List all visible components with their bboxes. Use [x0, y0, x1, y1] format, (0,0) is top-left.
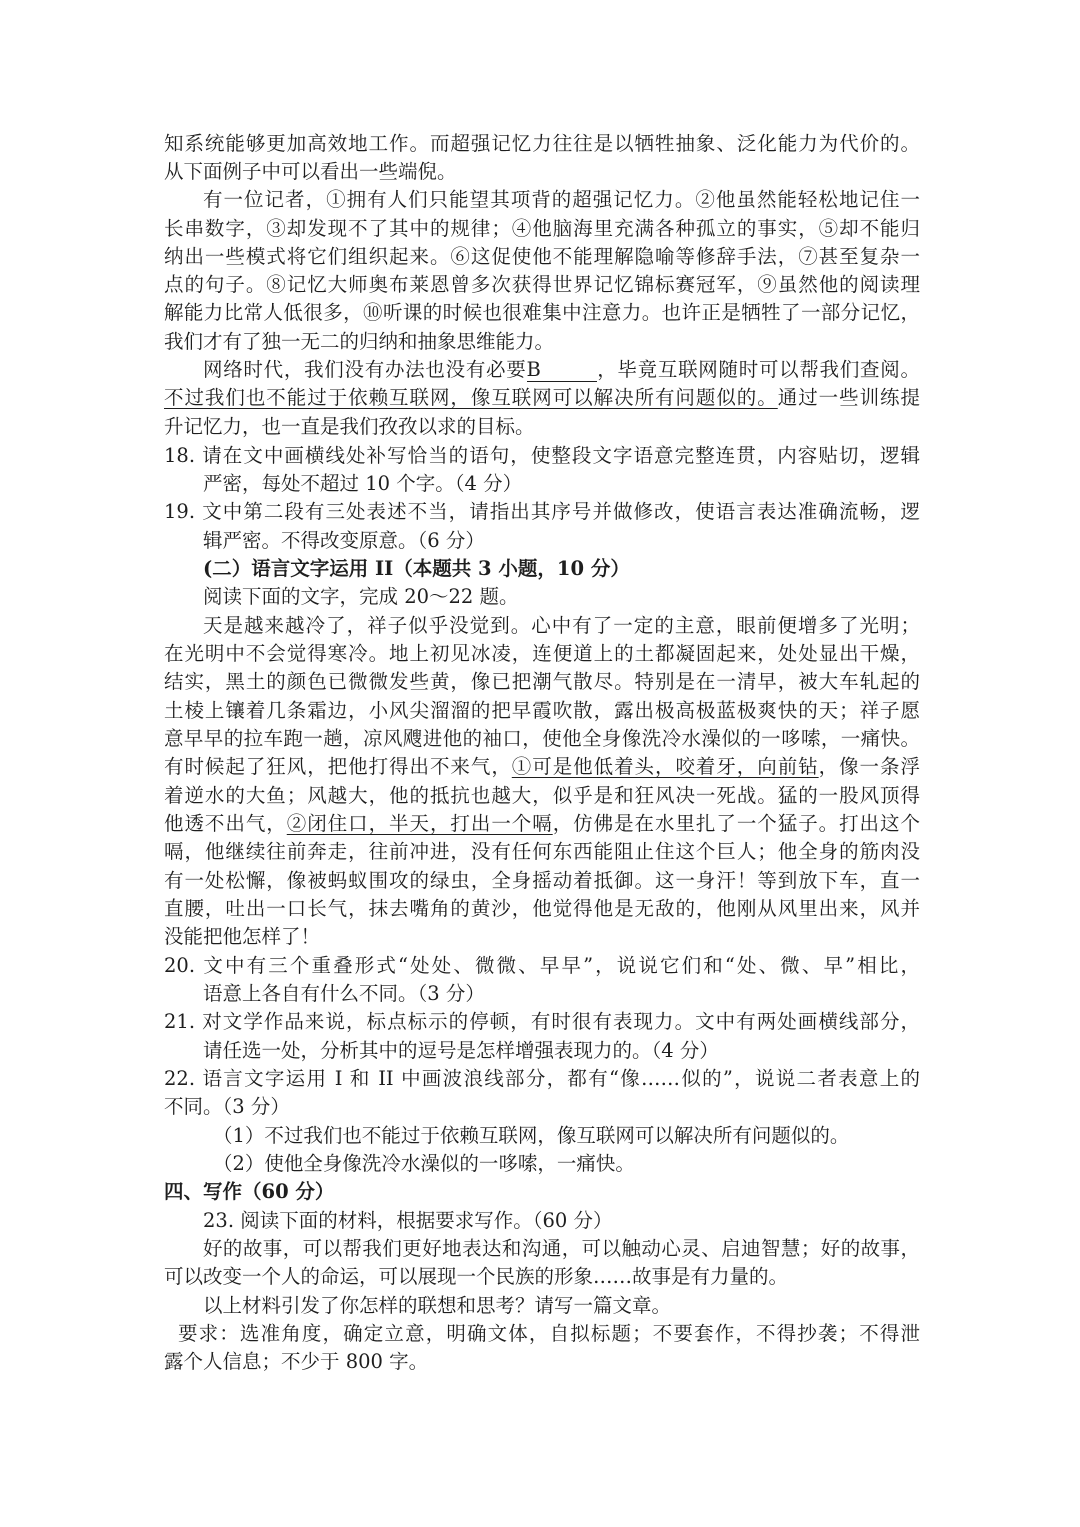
question-19-cont: 辑严密。不得改变原意。（6 分） — [203, 529, 485, 552]
question-18-cont: 严密，每处不超过 10 个字。（4 分） — [203, 472, 523, 495]
paragraph-text: 通过一些训练提 — [777, 386, 920, 409]
question-20: 20. 文中有三个重叠形式“处处、微微、早早”，说说它们和“处、微、早”相比， — [164, 954, 920, 977]
material-line: 可以改变一个人的命运，可以展现一个民族的形象……故事是有力量的。 — [164, 1265, 789, 1288]
paragraph-line: 我们才有了独一无二的归纳和抽象思维能力。 — [164, 330, 555, 353]
writing-question: 以上材料引发了你怎样的联想和思考？请写一篇文章。 — [203, 1294, 672, 1317]
passage-line — [164, 810, 920, 838]
passage-line: 结实，黑土的颜色已微微发些黄，像已把潮气散尽。特别是在一清早，被大车轧起的 — [164, 670, 920, 693]
paragraph-line: 长串数字，③却发现不了其中的规律；④他脑海里充满各种孤立的事实，⑤却不能归 — [164, 217, 920, 240]
paragraph-line — [203, 356, 920, 384]
paragraph-line: 从下面例子中可以看出一些端倪。 — [164, 160, 457, 183]
passage-text: 他透不出气， — [164, 812, 287, 835]
question-18: 18. 请在文中画横线处补写恰当的语句，使整段文字语意完整连贯，内容贴切，逻辑 — [164, 444, 920, 467]
underlined-phrase-1: ①可是他低着头，咬着牙，向前钻 — [511, 755, 819, 778]
underlined-sentence: 不过我们也不能过于依赖互联网，像互联网可以解决所有问题似的。 — [164, 386, 778, 409]
paragraph-line — [164, 384, 920, 412]
passage-line: 在光明中不会觉得寒冷。地上初见冰凌，连便道上的土都凝固起来，处处显出干燥， — [164, 642, 920, 665]
passage-line: 嗝，他继续往前奔走，往前冲进，没有任何东西能阻止住这个巨人；他全身的筋肉没 — [164, 840, 920, 863]
paragraph-line: 纳出一些模式将它们组织起来。⑥这促使他不能理解隐喻等修辞手法，⑦甚至复杂一 — [164, 245, 920, 268]
question-21-cont: 请任选一处，分析其中的逗号是怎样增强表现力的。（4 分） — [203, 1039, 719, 1062]
passage-line: 意早早的拉车跑一趟，凉风飕进他的袖口，使他全身像洗冷水澡似的一哆嗦，一痛快。 — [164, 727, 920, 750]
passage-line: 直腰，吐出一口长气，抹去嘴角的黄沙，他觉得他是无敌的，他刚从风里出来，风并 — [164, 897, 920, 920]
requirements-line: 要求：选准角度，确定立意，明确文体，自拟标题；不要套作，不得抄袭；不得泄 — [178, 1322, 920, 1345]
passage-line: 有一处松懈，像被蚂蚁围攻的绿虫，全身摇动着抵御。这一身汗！等到放下车，直一 — [164, 869, 920, 892]
paragraph-line: 知系统能够更加高效地工作。而超强记忆力往往是以牺牲抽象、泛化能力为代价的。 — [164, 132, 920, 155]
requirements-line: 露个人信息；不少于 800 字。 — [164, 1350, 429, 1373]
answer-blank: B — [527, 359, 597, 382]
paragraph-line: 点的句子。⑧记忆大师奥布莱恩曾多次获得世界记忆锦标赛冠军，⑨虽然他的阅读理 — [164, 273, 920, 296]
paragraph-line: 解能力比常人低很多，⑩听课的时候也很难集中注意力。也许正是牺牲了一部分记忆， — [164, 301, 920, 324]
section-2-instruction: 阅读下面的文字，完成 20～22 题。 — [203, 585, 519, 608]
question-20-cont: 语意上各自有什么不同。（3 分） — [203, 982, 485, 1005]
passage-line: 土棱上镶着几条霜边，小风尖溜溜的把早霞吹散，露出极高极蓝极爽快的天；祥子愿 — [164, 699, 920, 722]
section-2-heading: (二）语言文字运用 II（本题共 3 小题，10 分） — [203, 557, 630, 580]
question-22-item-1: （1）不过我们也不能过于依赖互联网，像互联网可以解决所有问题似的。 — [213, 1124, 850, 1147]
paragraph-text: ，毕竟互联网随时可以帮我们查阅。 — [596, 358, 920, 381]
question-22-cont: 不同。（3 分） — [164, 1095, 290, 1118]
passage-line: 着逆水的大鱼；风越大，他的抵抗也越大，似乎是和狂风决一死战。猛的一股风顶得 — [164, 784, 920, 807]
question-22: 22. 语言文字运用 I 和 II 中画波浪线部分，都有“像……似的”，说说二者表意上的 — [164, 1067, 920, 1090]
section-4-heading: 四、写作（60 分） — [164, 1180, 335, 1203]
paragraph-line: 升记忆力，也一直是我们孜孜以求的目标。 — [164, 415, 535, 438]
passage-line: 没能把他怎样了！ — [164, 925, 321, 948]
passage-text: 有时候起了狂风，把他打得出不来气， — [164, 755, 512, 778]
paragraph-line: 有一位记者，①拥有人们只能望其项背的超强记忆力。②他虽然能轻松地记住一 — [203, 188, 920, 211]
question-21: 21. 对文学作品来说，标点标示的停顿，有时很有表现力。文中有两处画横线部分， — [164, 1010, 920, 1033]
question-23: 23. 阅读下面的材料，根据要求写作。（60 分） — [203, 1209, 613, 1232]
passage-line: 天是越来越冷了，祥子似乎没觉到。心中有了一定的主意，眼前便增多了光明； — [203, 614, 920, 637]
passage-line — [164, 753, 920, 781]
question-19: 19. 文中第二段有三处表述不当，请指出其序号并做修改，使语言表达准确流畅，逻 — [164, 500, 920, 523]
question-22-item-2: （2）使他全身像洗冷水澡似的一哆嗦，一痛快。 — [213, 1152, 635, 1175]
underlined-phrase-2: ②闭住口，半天，打出一个嗝 — [286, 812, 553, 835]
passage-text: ，仿佛是在水里扎了一个猛子。打出这个 — [552, 812, 920, 835]
paragraph-text: 网络时代，我们没有办法也没有必要 — [203, 358, 527, 381]
material-line: 好的故事，可以帮我们更好地表达和沟通，可以触动心灵、启迪智慧；好的故事， — [203, 1237, 920, 1260]
passage-text: ，像一条浮 — [818, 755, 920, 778]
